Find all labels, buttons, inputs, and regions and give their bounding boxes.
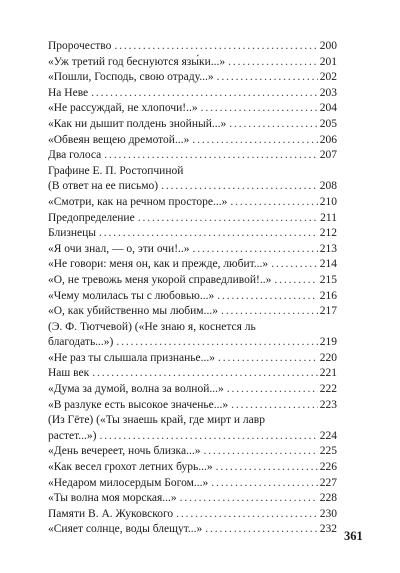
toc-entry-line [48, 242, 337, 258]
dot-leader [274, 273, 317, 289]
toc-entry-page-number: 202 [319, 71, 337, 84]
toc-entry-page-number: 216 [319, 289, 337, 302]
toc-entry [48, 211, 337, 227]
toc-entry-title: «Я очи знал, — о, эти очи!..» [48, 242, 190, 255]
dot-leader [180, 491, 318, 507]
toc-entry-title: «Не говори: меня он, как и прежде, любит...» [48, 258, 269, 271]
dot-leader [91, 86, 318, 102]
toc-entry-title: «День вечереет, ночь близка...» [48, 445, 201, 458]
toc-entry-page-number: 227 [319, 476, 337, 489]
toc-entry-line [48, 133, 337, 149]
toc-entry [48, 366, 337, 382]
toc-entry-title-continued [48, 413, 337, 429]
toc-entry-title: (Из Гёте) («Ты знаешь край, где мирт и лавр [48, 414, 265, 427]
toc-entry [48, 460, 337, 476]
dot-leader [205, 522, 318, 538]
toc-entry-title: растет...») [48, 429, 97, 442]
toc-entry-title: «Уж третий год беснуются язы́ки...» [48, 55, 226, 68]
dot-leader [217, 70, 318, 86]
toc-entry-page-number: 220 [319, 351, 337, 364]
dot-leader [228, 55, 318, 71]
toc-entry-title: «Сияет солнце, воды блещут...» [48, 523, 203, 536]
toc-entry-title: «Недаром милосердым Богом...» [48, 476, 209, 489]
toc-entry-page-number: 207 [319, 149, 337, 162]
toc-entry-line [48, 179, 337, 195]
toc-entry-title: «Как ни дышит полдень знойный...» [48, 117, 227, 130]
toc-entry-title: «Ты волна моя морская...» [48, 492, 177, 505]
toc-entry-title: Предопределение [48, 211, 135, 224]
toc-entry-title: «Дума за думой, волна за волной...» [48, 383, 224, 396]
toc-entry-title: Близнецы [48, 227, 97, 240]
toc-entry [48, 444, 337, 460]
toc-entry [48, 101, 337, 117]
toc-entry-page-number: 225 [319, 445, 337, 458]
toc-entry-page-number: 217 [319, 305, 337, 318]
dot-leader [104, 148, 317, 164]
toc-entry-title: «Чему молилась ты с любовью...» [48, 289, 215, 302]
toc-entry-title: Пророчество [48, 40, 112, 52]
toc-entry-page-number: 211 [320, 211, 337, 224]
toc-entry-page-number: 214 [319, 258, 337, 271]
toc-entry [48, 164, 337, 195]
toc-entry-line [48, 257, 337, 273]
toc-entry-title: «Не раз ты слышала признанье...» [48, 351, 216, 364]
toc-entry-page-number: 201 [319, 55, 337, 68]
toc-entry-page-number: 228 [319, 492, 337, 505]
toc-entry [48, 382, 337, 398]
toc-entry-line [48, 460, 337, 476]
toc-entry-line [48, 491, 337, 507]
toc-entry-title: Наш век [48, 367, 90, 380]
toc-entry-title: Памяти В. А. Жуковского [48, 507, 174, 520]
toc-entry-line [48, 117, 337, 133]
toc-entry-line [48, 195, 337, 211]
dot-leader [216, 460, 318, 476]
toc-entry-line [48, 366, 337, 382]
table-of-contents [48, 39, 337, 538]
dot-leader [229, 117, 318, 133]
toc-entry-page-number: 226 [319, 461, 337, 474]
toc-entry-page-number: 230 [319, 507, 337, 520]
dot-leader [138, 211, 318, 227]
dot-leader [201, 101, 318, 117]
toc-entry [48, 133, 337, 149]
dot-leader [203, 444, 317, 460]
toc-entry-title: «В разлуке есть высокое значенье...» [48, 398, 229, 411]
toc-entry-page-number: 212 [319, 227, 337, 240]
toc-entry-page-number: 206 [319, 133, 337, 146]
dot-leader [230, 195, 317, 211]
toc-entry-title: «Не рассуждай, не хлопочи!..» [48, 102, 198, 115]
toc-entry-title: Два голоса [48, 149, 102, 162]
dot-leader [176, 507, 318, 523]
dot-leader [231, 398, 318, 414]
toc-entry-line [48, 55, 337, 71]
toc-entry-page-number: 221 [319, 367, 337, 380]
toc-entry-page-number: 208 [319, 180, 337, 193]
toc-entry [48, 55, 337, 71]
toc-entry-line [48, 39, 337, 55]
page-number: 361 [344, 529, 363, 543]
toc-entry [48, 226, 337, 242]
toc-entry-page-number: 223 [319, 398, 337, 411]
toc-entry-title: На Неве [48, 86, 89, 99]
toc-entry [48, 273, 337, 289]
dot-leader [161, 179, 318, 195]
toc-entry-line [48, 429, 337, 445]
dot-leader [192, 133, 317, 149]
dot-leader [221, 304, 318, 320]
toc-entry-title-continued [48, 164, 337, 180]
toc-entry-page-number: 200 [319, 40, 337, 52]
toc-entry [48, 39, 337, 55]
toc-entry-page-number: 204 [319, 102, 337, 115]
toc-entry-title: «Обвеян вещею дремотой...» [48, 133, 190, 146]
toc-entry-page-number: 222 [319, 383, 337, 396]
toc-entry [48, 289, 337, 305]
toc-entry-page-number: 213 [319, 242, 337, 255]
toc-entry [48, 148, 337, 164]
toc-entry-page-number: 210 [319, 195, 337, 208]
dot-leader [227, 382, 318, 398]
toc-entry-line [48, 304, 337, 320]
toc-entry [48, 195, 337, 211]
toc-entry [48, 398, 337, 414]
toc-entry-line [48, 382, 337, 398]
toc-entry-title: «О, как убийственно мы любим...» [48, 305, 218, 318]
toc-entry-page-number: 224 [319, 429, 337, 442]
dot-leader [99, 226, 318, 242]
toc-entry-title: «О, не тревожь меня укорой справедливой!..» [48, 273, 272, 286]
toc-entry-line [48, 148, 337, 164]
toc-entry-line [48, 86, 337, 102]
toc-entry [48, 351, 337, 367]
toc-entry [48, 491, 337, 507]
dot-leader [271, 257, 318, 273]
toc-entry-title-continued [48, 320, 337, 336]
toc-entry-page-number: 203 [319, 86, 337, 99]
toc-entry [48, 476, 337, 492]
toc-entry [48, 242, 337, 258]
toc-entry-line [48, 444, 337, 460]
toc-entry-line [48, 226, 337, 242]
toc-entry [48, 70, 337, 86]
toc-entry [48, 304, 337, 320]
toc-entry-line [48, 289, 337, 305]
toc-entry-title: «Смотри, как на речном просторе...» [48, 195, 228, 208]
toc-entry-line [48, 398, 337, 414]
dot-leader [116, 335, 317, 351]
toc-entry [48, 320, 337, 351]
toc-entry-line [48, 476, 337, 492]
toc-entry-line [48, 507, 337, 523]
toc-entry-title: «Как весел грохот летних бурь...» [48, 461, 213, 474]
toc-entry-line [48, 101, 337, 117]
toc-entry-page-number: 205 [319, 117, 337, 130]
dot-leader [99, 429, 317, 445]
dot-leader [217, 289, 318, 305]
toc-entry-line [48, 273, 337, 289]
toc-entry-line [48, 211, 337, 227]
toc-entry [48, 522, 337, 538]
toc-entry-line [48, 351, 337, 367]
toc-entry-page-number: 232 [319, 523, 337, 536]
toc-entry-page-number: 219 [319, 336, 337, 349]
dot-leader [92, 366, 318, 382]
toc-entry-line [48, 522, 337, 538]
toc-entry [48, 507, 337, 523]
toc-entry-title: «Пошли, Господь, свою отраду...» [48, 71, 214, 84]
toc-entry [48, 257, 337, 273]
dot-leader [114, 39, 317, 55]
dot-leader [193, 242, 318, 258]
toc-entry [48, 413, 337, 444]
dot-leader [218, 351, 318, 367]
toc-entry-title: (Э. Ф. Тютчевой) («Не знаю я, коснется ль [48, 320, 256, 333]
toc-entry-line [48, 335, 337, 351]
toc-entry [48, 86, 337, 102]
toc-entry-title: благодать...») [48, 336, 114, 349]
toc-entry [48, 117, 337, 133]
toc-entry-title: Графине Е. П. Ростопчиной [48, 164, 184, 177]
toc-entry-line [48, 70, 337, 86]
toc-entry-page-number: 215 [319, 273, 337, 286]
toc-entry-title: (В ответ на ее письмо) [48, 180, 159, 193]
dot-leader [211, 476, 318, 492]
